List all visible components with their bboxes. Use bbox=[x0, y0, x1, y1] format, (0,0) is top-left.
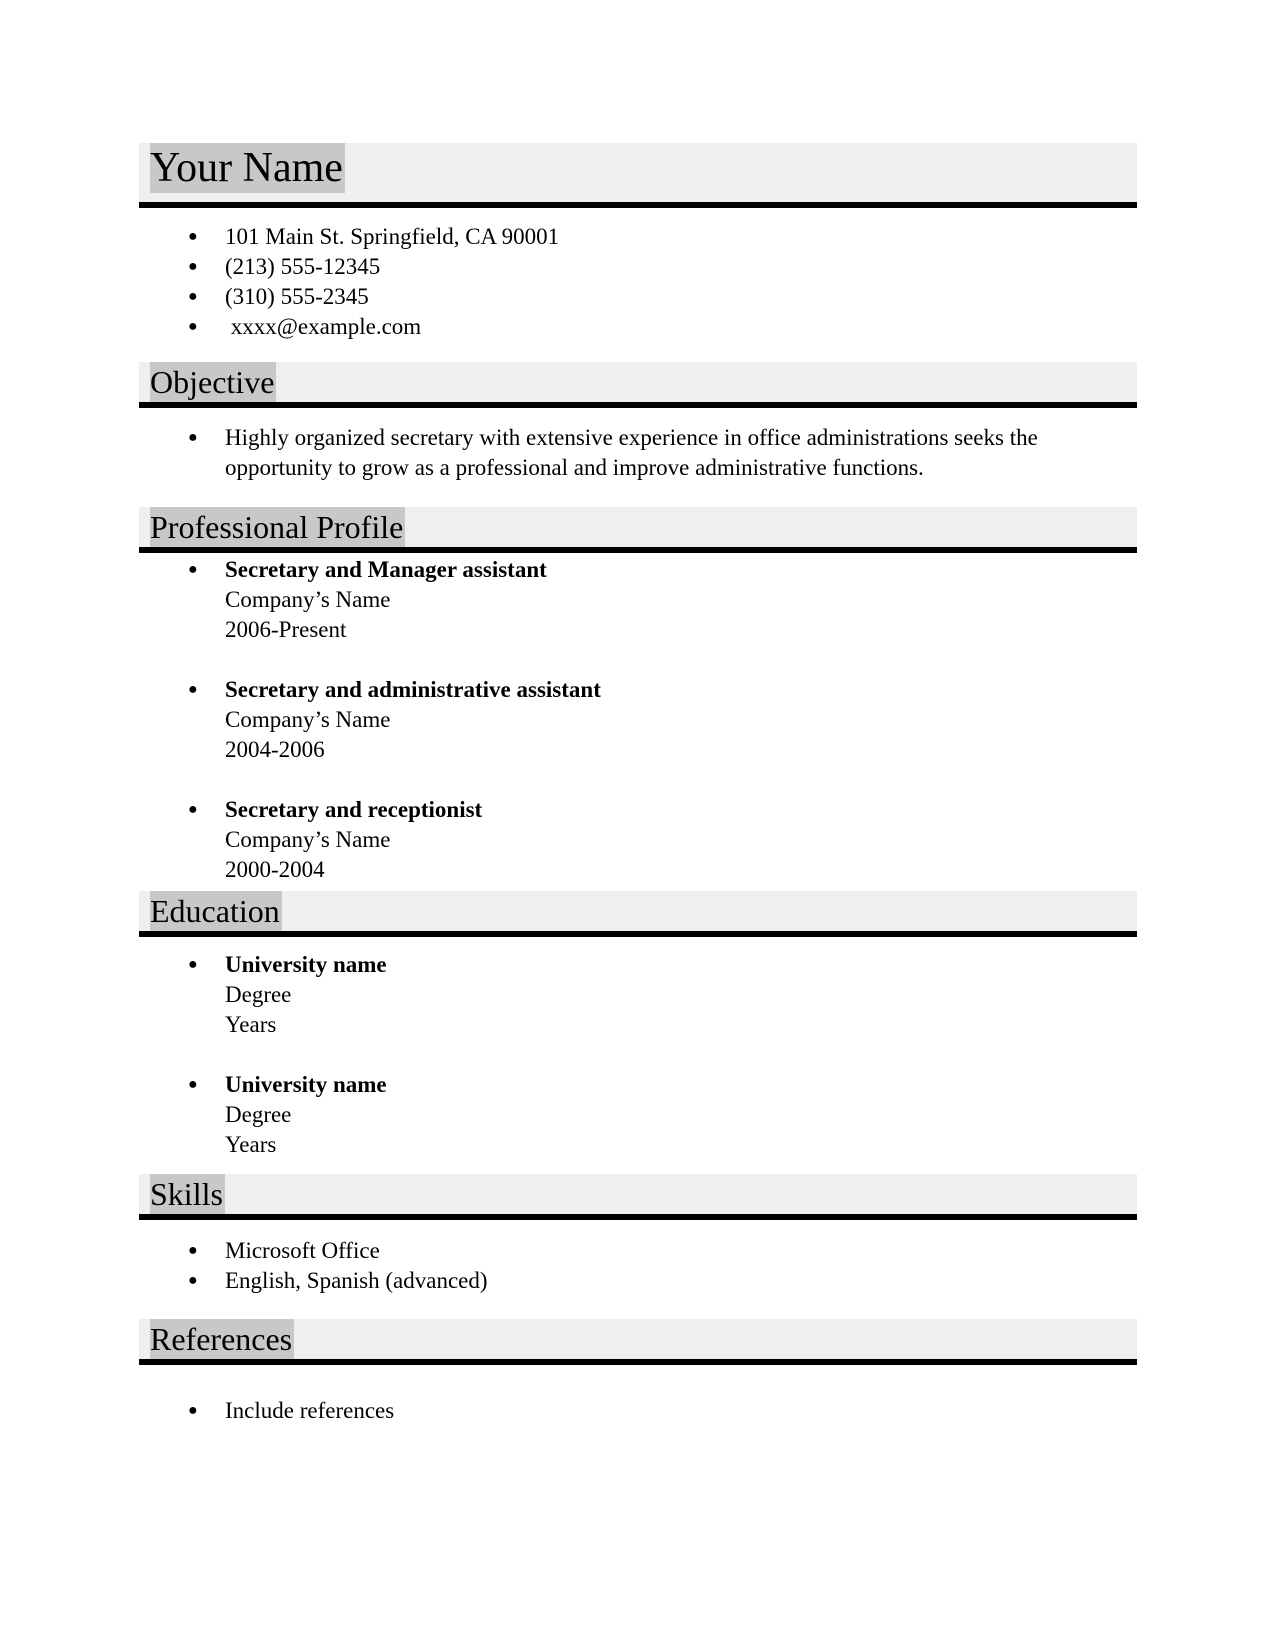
profile-heading: Professional Profile bbox=[150, 509, 404, 545]
skill-item: ● Microsoft Office bbox=[185, 1236, 488, 1266]
job-item bbox=[185, 675, 601, 765]
contact-email: ● xxxx@example.com bbox=[185, 312, 559, 342]
school-name: ● University name bbox=[225, 952, 387, 977]
education-years: Years bbox=[225, 1132, 277, 1157]
reference-item: ● Include references bbox=[185, 1396, 394, 1426]
job-years: 2000-2004 bbox=[225, 857, 325, 882]
job-list bbox=[185, 555, 601, 885]
objective-heading: Objective bbox=[150, 364, 275, 400]
contact-address: ● 101 Main St. Springfield, CA 90001 bbox=[185, 222, 559, 252]
education-list bbox=[185, 950, 387, 1160]
job-company: Company’s Name bbox=[225, 587, 391, 612]
references-list bbox=[185, 1396, 394, 1426]
job-company: Company’s Name bbox=[225, 827, 391, 852]
name-heading: Your Name bbox=[150, 145, 343, 191]
references-heading: References bbox=[150, 1321, 293, 1357]
degree: Degree bbox=[225, 1102, 292, 1127]
job-company: Company’s Name bbox=[225, 707, 391, 732]
references-header-bar bbox=[139, 1319, 1137, 1365]
skills-heading: Skills bbox=[150, 1176, 223, 1212]
school-name: ● University name bbox=[225, 1072, 387, 1097]
job-years: 2006-Present bbox=[225, 617, 347, 642]
job-item bbox=[185, 795, 601, 885]
name-header-bar bbox=[139, 143, 1137, 208]
job-years: 2004-2006 bbox=[225, 737, 325, 762]
contact-phone-1: ● (213) 555-12345 bbox=[185, 252, 559, 282]
objective-list bbox=[185, 423, 1115, 483]
education-item bbox=[185, 1070, 387, 1160]
skills-list bbox=[185, 1236, 488, 1296]
profile-header-bar bbox=[139, 507, 1137, 553]
contact-list bbox=[185, 222, 559, 342]
objective-header-bar bbox=[139, 362, 1137, 408]
skills-header-bar bbox=[139, 1174, 1137, 1220]
contact-phone-2: ● (310) 555-2345 bbox=[185, 282, 559, 312]
job-title: ● Secretary and administrative assistant bbox=[225, 677, 601, 702]
education-heading: Education bbox=[150, 893, 280, 929]
degree: Degree bbox=[225, 982, 292, 1007]
objective-text: ● Highly organized secretary with extensive experience in office administrations seeks the opportunity to grow as a professional and improve administrative functions. bbox=[185, 423, 1115, 483]
job-title: ● Secretary and Manager assistant bbox=[225, 557, 547, 582]
education-item bbox=[185, 950, 387, 1040]
education-header-bar bbox=[139, 891, 1137, 937]
skill-item: ● English, Spanish (advanced) bbox=[185, 1266, 488, 1296]
education-years: Years bbox=[225, 1012, 277, 1037]
job-item bbox=[185, 555, 601, 645]
job-title: ● Secretary and receptionist bbox=[225, 797, 483, 822]
